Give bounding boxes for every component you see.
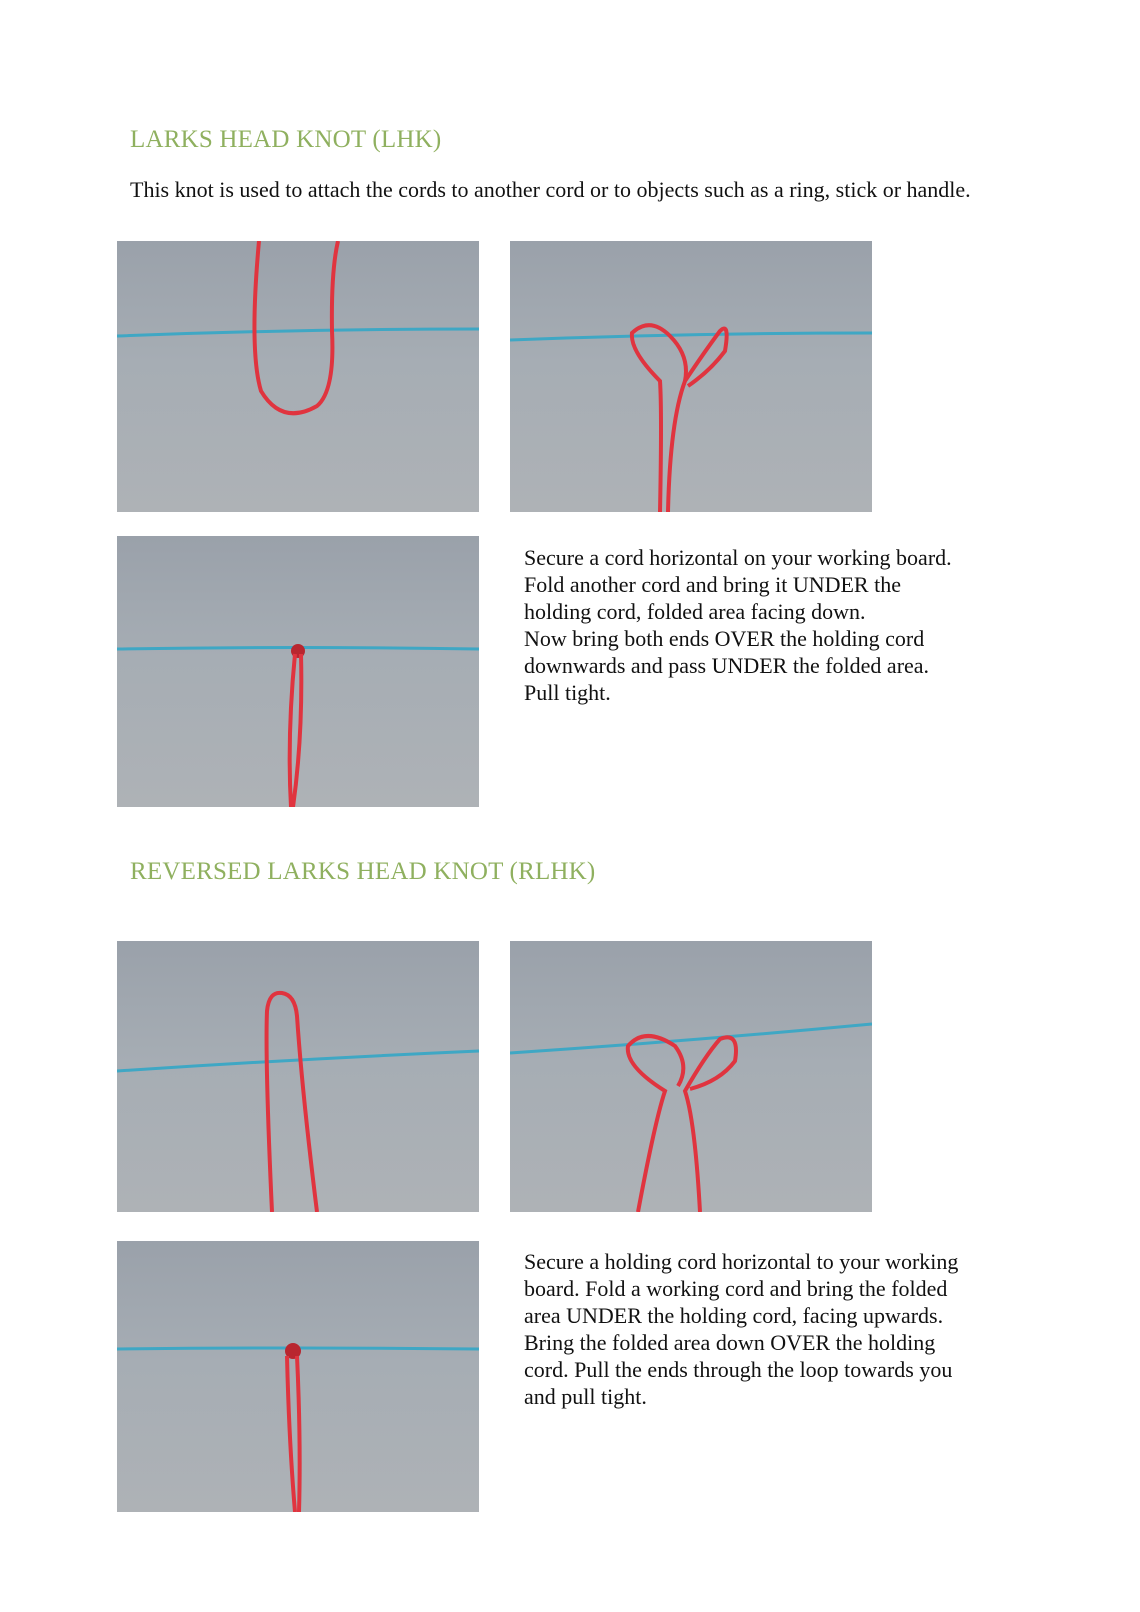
rlhk-step1-photo bbox=[117, 941, 479, 1212]
lhk-step1-photo bbox=[117, 241, 479, 512]
rlhk-instructions: Secure a holding cord horizontal to your working board. Fold a working cord and bring the folded area UNDER the holding cord, facing upwards. Bring the folded area down OVER the holding cord. Pull the ends through the loop towards you and pull tight. bbox=[524, 1249, 959, 1409]
rlhk-step3-photo bbox=[117, 1241, 479, 1512]
section-title-rlhk: REVERSED LARKS HEAD KNOT (RLHK) bbox=[130, 858, 596, 885]
rlhk-step2-photo bbox=[510, 941, 872, 1212]
section-title-lhk: LARKS HEAD KNOT (LHK) bbox=[130, 126, 442, 153]
lhk-step3-photo bbox=[117, 536, 479, 807]
lhk-step2-photo bbox=[510, 241, 872, 512]
intro-text: This knot is used to attach the cords to another cord or to objects such as a ring, stick or handle. bbox=[130, 177, 971, 202]
lhk-instructions: Secure a cord horizontal on your working board. Fold another cord and bring it UNDER the holding cord, folded area facing down. Now bring both ends OVER the holding cord downwards and pass UNDER the folded area. Pull tight. bbox=[524, 545, 952, 705]
